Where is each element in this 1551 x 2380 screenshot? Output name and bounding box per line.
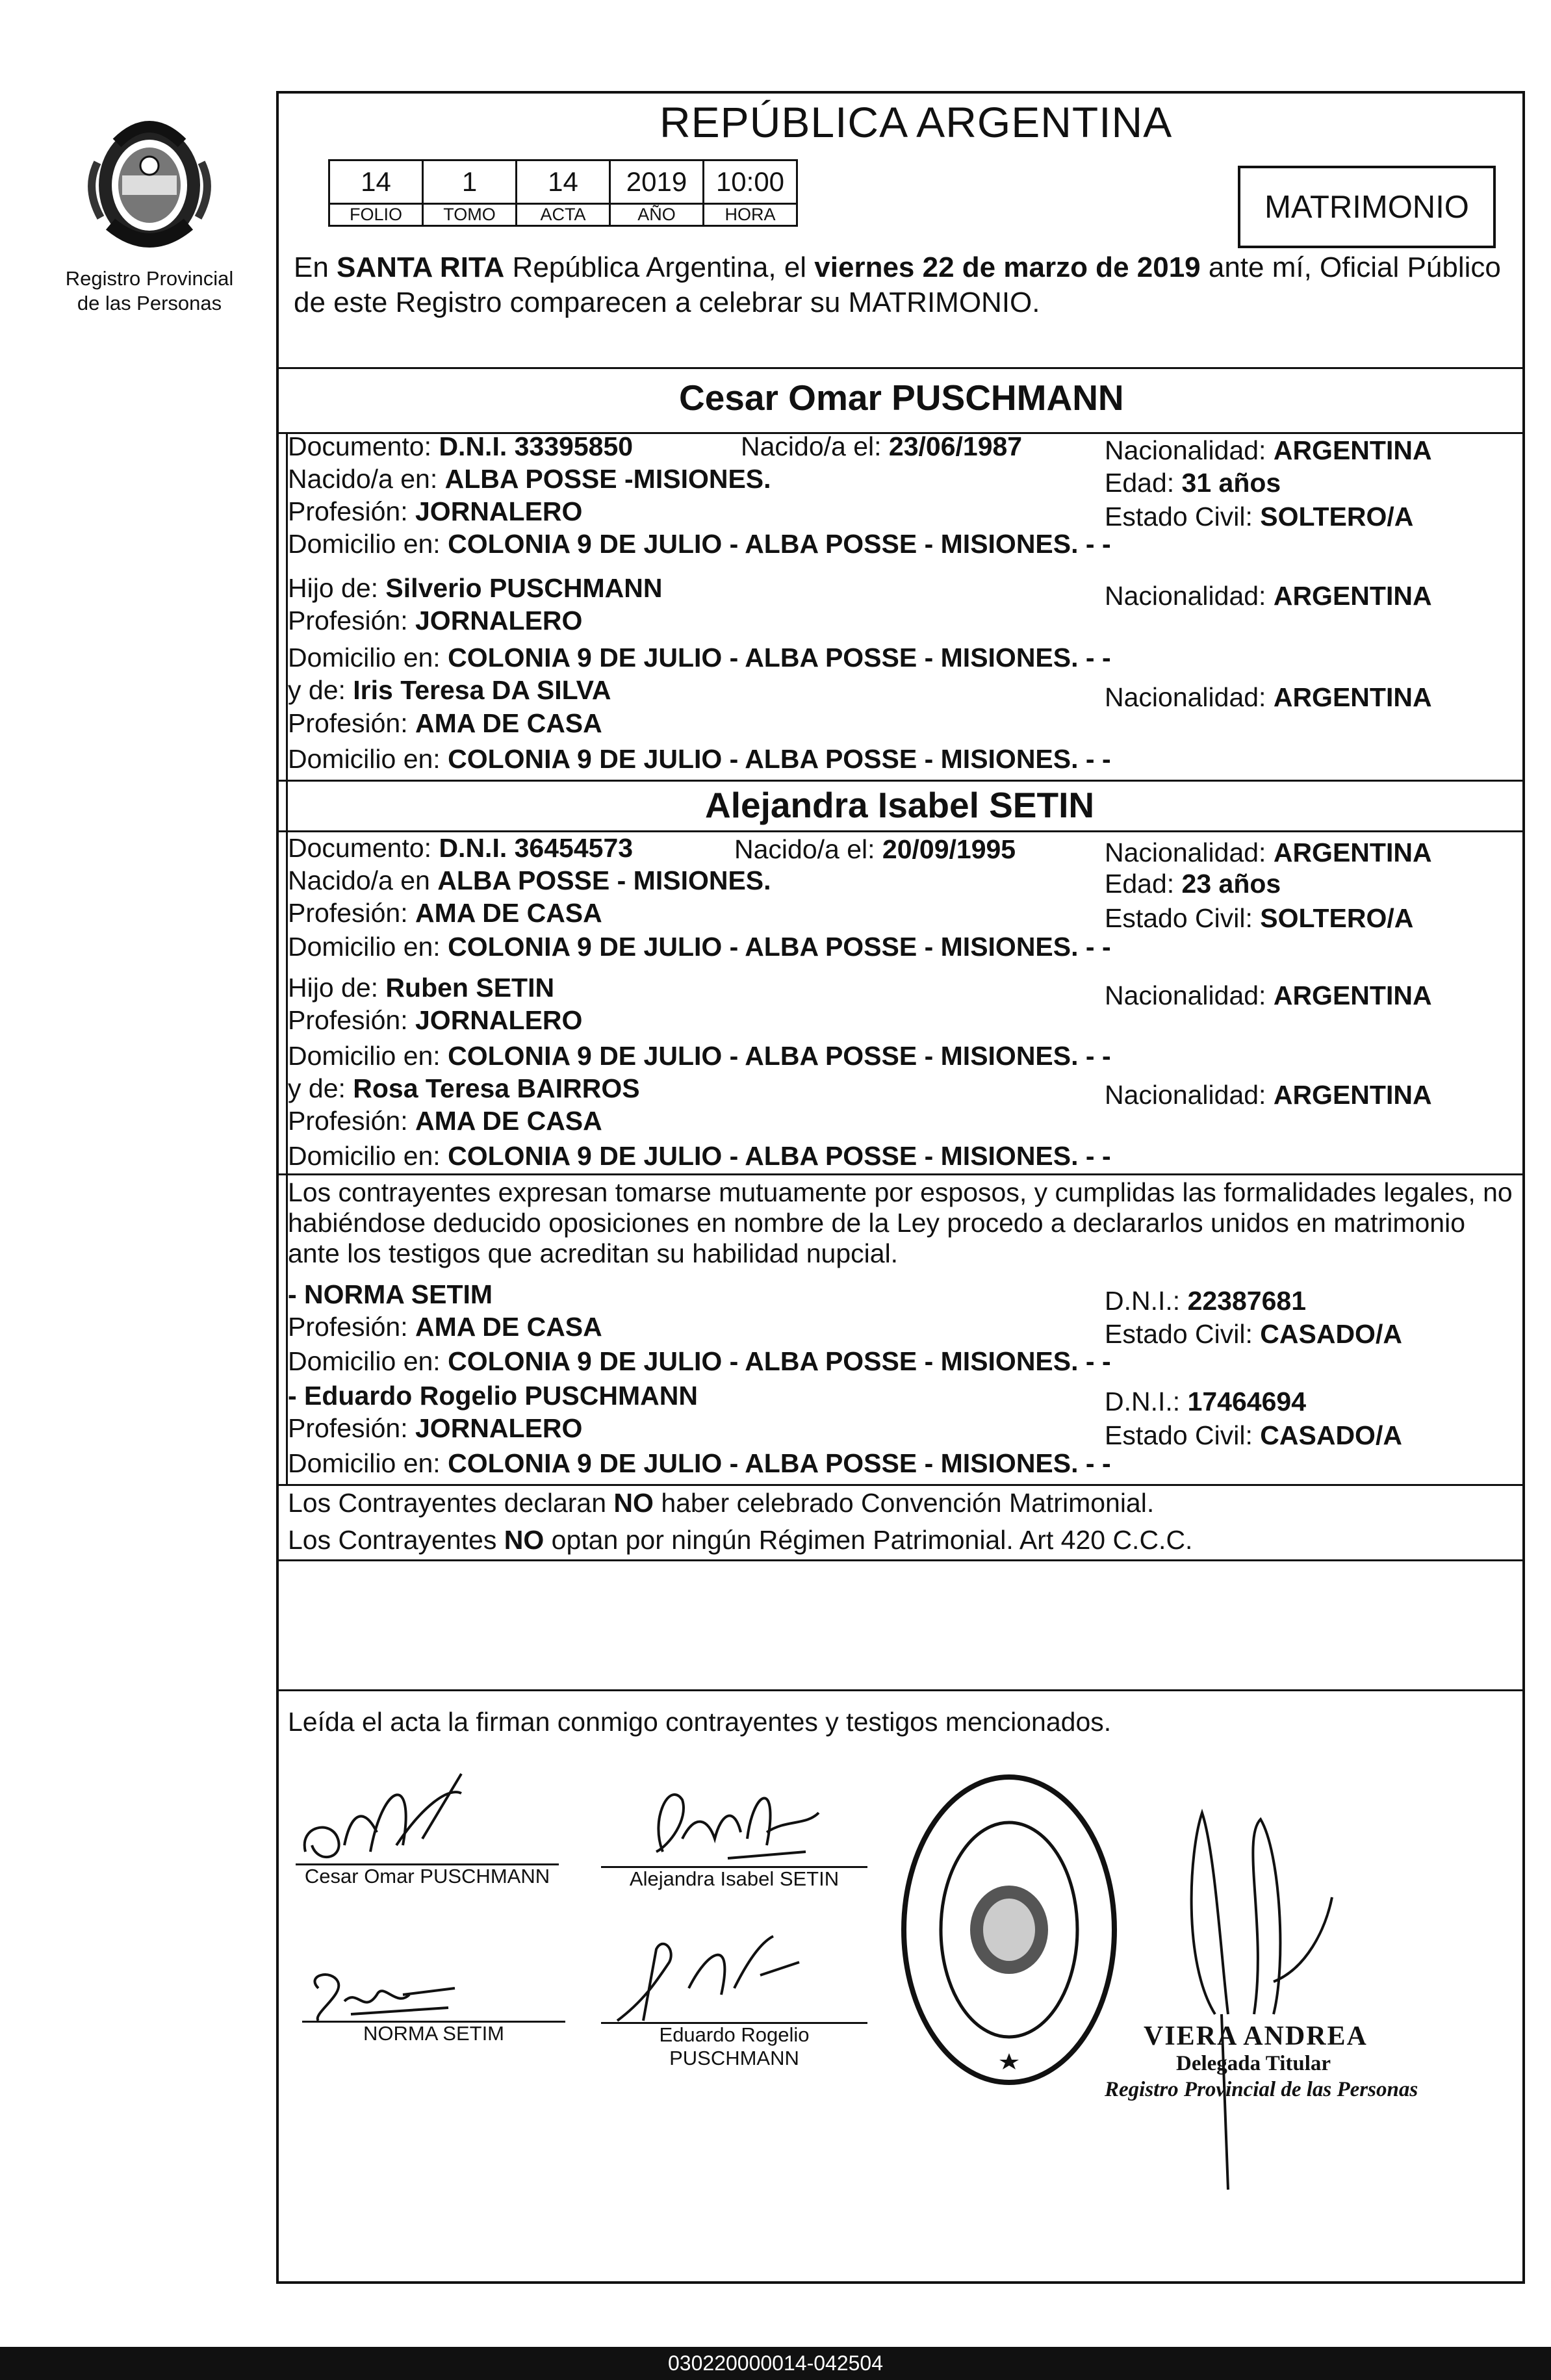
witness2-profession: JORNALERO (415, 1413, 583, 1443)
official-name: VIERA ANDREA (1144, 2021, 1368, 2051)
spouse1-nationality: ARGENTINA (1273, 435, 1432, 465)
official-title: Delegada Titular (1176, 2052, 1331, 2075)
convention-line-2: Los Contrayentes NO optan por ningún Régimen Patrimonial. Art 420 C.C.C. (288, 1525, 1193, 1555)
signature-alejandra-image (611, 1761, 858, 1871)
spouse2-document: D.N.I. 36454573 (439, 833, 634, 863)
spouse2-mother-nationality: ARGENTINA (1273, 1080, 1432, 1110)
hora-value: 10:00 (704, 160, 797, 204)
witness2-name: - Eduardo Rogelio PUSCHMANN (288, 1381, 698, 1411)
divider (278, 1484, 1523, 1486)
spouse2-civil-status: SOLTERO/A (1260, 903, 1414, 933)
divider (278, 1173, 1523, 1175)
witness2-address: COLONIA 9 DE JULIO - ALBA POSSE - MISIONES. - - (448, 1448, 1111, 1478)
witness1-dni: 22387681 (1187, 1286, 1306, 1316)
spouse1-father-profession: JORNALERO (415, 606, 583, 635)
acta-value: 14 (517, 160, 610, 204)
spouse2-father-name: Ruben SETIN (385, 973, 555, 1003)
witness1-name: - NORMA SETIM (288, 1279, 493, 1309)
signature-cesar-image (292, 1767, 565, 1871)
official-signature-image (1176, 1800, 1384, 2203)
spouse1-mother-name: Iris Teresa DA SILVA (353, 675, 611, 705)
logo-caption-line1: Registro Provincial (65, 267, 234, 290)
spouse1-birthplace: ALBA POSSE -MISIONES. (444, 464, 771, 494)
signature-caption-alejandra: Alejandra Isabel SETIN (629, 1867, 840, 1890)
acta-label: ACTA (517, 204, 610, 226)
intro-place: SANTA RITA (337, 251, 505, 283)
signature-norma-image (305, 1969, 474, 2027)
divider (278, 367, 1523, 369)
spouse2-profession: AMA DE CASA (415, 898, 602, 928)
spouse2-name: Alejandra Isabel SETIN (705, 785, 1095, 825)
spouse2-mother-address: COLONIA 9 DE JULIO - ALBA POSSE - MISIONES. - - (448, 1141, 1111, 1171)
spouse2-mother-profession: AMA DE CASA (415, 1106, 602, 1136)
spouse2-nationality: ARGENTINA (1273, 838, 1432, 867)
signature-caption-norma: NORMA SETIM (363, 2022, 504, 2045)
official-seal-image (897, 1767, 1122, 2092)
anio-label: AÑO (610, 204, 704, 226)
logo-caption-line2: de las Personas (77, 292, 222, 314)
intro-date: viernes 22 de marzo de 2019 (814, 251, 1201, 283)
folio-value: 14 (329, 160, 423, 204)
spouse1-mother-nationality: ARGENTINA (1273, 682, 1432, 712)
spouse2-mother-name: Rosa Teresa BAIRROS (353, 1073, 640, 1103)
anio-value: 2019 (610, 160, 704, 204)
tomo-label: TOMO (423, 204, 517, 226)
divider (278, 1559, 1523, 1561)
document-title: REPÚBLICA ARGENTINA (660, 98, 1173, 146)
spouse1-age: 31 años (1181, 468, 1281, 498)
witness1-address: COLONIA 9 DE JULIO - ALBA POSSE - MISIONES. - - (448, 1346, 1111, 1376)
document-code-bar (0, 2347, 1551, 2380)
spouse2-father-profession: JORNALERO (415, 1005, 583, 1035)
act-type-box: MATRIMONIO (1238, 166, 1496, 248)
spouse1-address: COLONIA 9 DE JULIO - ALBA POSSE - MISIONES. - - (448, 529, 1111, 559)
tomo-value: 1 (423, 160, 517, 204)
spouse1-father-nationality: ARGENTINA (1273, 581, 1432, 611)
official-office: Registro Provincial de las Personas (1105, 2078, 1418, 2101)
witness2-civil-status: CASADO/A (1260, 1420, 1402, 1450)
spouse2-age: 23 años (1181, 869, 1281, 899)
spouse1-mother-profession: AMA DE CASA (415, 708, 602, 738)
witness1-profession: AMA DE CASA (415, 1312, 602, 1342)
spouse1-father-name: Silverio PUSCHMANN (385, 573, 663, 603)
spouse2-address: COLONIA 9 DE JULIO - ALBA POSSE - MISIONES. - - (448, 932, 1111, 962)
witness1-civil-status: CASADO/A (1260, 1319, 1402, 1349)
declaration-paragraph: Los contrayentes expresan tomarse mutuamente por esposos, y cumplidas las formalidades legales, no habiéndose deducido oposiciones en nombre de la Ley procedo a declararlos unidos en matrimonio ante los testigos que acreditan su habilidad nupcial. (288, 1177, 1513, 1268)
registry-table (328, 159, 798, 227)
hora-label: HORA (704, 204, 797, 226)
signature-caption-cesar: Cesar Omar PUSCHMANN (304, 1865, 550, 1887)
spouse2-father-address: COLONIA 9 DE JULIO - ALBA POSSE - MISIONES. - - (448, 1041, 1111, 1071)
spouse1-document: D.N.I. 33395850 (439, 431, 634, 461)
spouse2-father-nationality: ARGENTINA (1273, 980, 1432, 1010)
divider (278, 1689, 1523, 1691)
divider (278, 780, 1523, 782)
spouse1-mother-address: COLONIA 9 DE JULIO - ALBA POSSE - MISIONES. - - (448, 744, 1111, 774)
signature-eduardo-image (604, 1923, 832, 2034)
spouse2-birthplace: ALBA POSSE - MISIONES. (437, 865, 771, 895)
intro-paragraph: En SANTA RITA República Argentina, el viernes 22 de marzo de 2019 ante mí, Oficial Público de este Registro comparecen a celebrar su MATRIMONIO. (294, 251, 1501, 318)
spouse1-profession: JORNALERO (415, 496, 583, 526)
closing-statement: Leída el acta la firman conmigo contrayentes y testigos mencionados. (288, 1707, 1112, 1737)
folio-label: FOLIO (329, 204, 423, 226)
province-emblem-icon (71, 104, 227, 260)
spouse1-father-address: COLONIA 9 DE JULIO - ALBA POSSE - MISIONES. - - (448, 643, 1111, 672)
convention-line-1: Los Contrayentes declaran NO haber celebrado Convención Matrimonial. (288, 1488, 1155, 1518)
spouse1-civil-status: SOLTERO/A (1260, 502, 1414, 531)
spouse1-birthdate: 23/06/1987 (888, 431, 1023, 461)
document-code: 030220000014-042504 (668, 2351, 883, 2375)
spouse2-birthdate: 20/09/1995 (882, 834, 1016, 864)
witness2-dni: 17464694 (1187, 1387, 1306, 1416)
spouse1-name: Cesar Omar PUSCHMANN (679, 377, 1124, 418)
signature-caption-eduardo: Eduardo Rogelio PUSCHMANN (659, 2023, 810, 2069)
registry-logo (52, 104, 247, 316)
